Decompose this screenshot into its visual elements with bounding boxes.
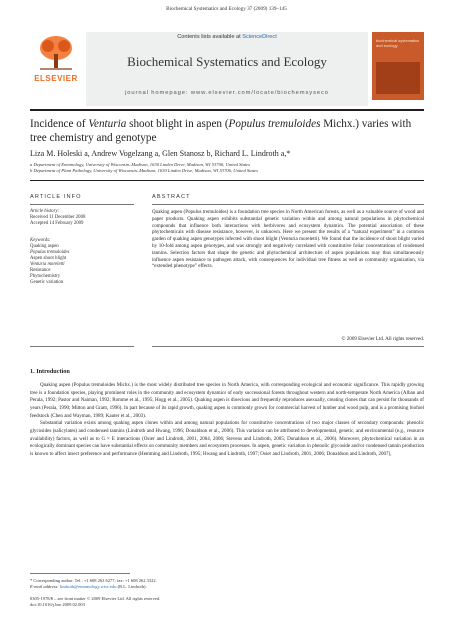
copyright-line: © 2009 Elsevier Ltd. All rights reserved. <box>341 336 424 342</box>
keyword: Resistance <box>30 268 51 273</box>
journal-homepage-link[interactable]: journal homepage: www.elsevier.com/locate/biochemsyseco <box>125 90 329 96</box>
keyword: Phytochemistry <box>30 274 61 279</box>
keyword: Venturia moreletti <box>30 262 65 267</box>
article-info-bottom-rule <box>30 346 134 347</box>
received-date: Received 11 December 2008 <box>30 215 86 220</box>
elsevier-tree-icon <box>36 34 76 72</box>
affiliation-a: a Department of Entomology, University of Wisconsin–Madison, 1630 Linden Drive, Madison, WI 53706, United States <box>30 162 251 167</box>
abstract-label: ABSTRACT <box>152 194 191 200</box>
running-head: Biochemical Systematics and Ecology 37 (2009) 139–145 <box>166 6 287 12</box>
keyword: Quaking aspen <box>30 244 59 249</box>
title-part: shoot blight in aspen ( <box>126 118 229 130</box>
contents-prefix: Contents lists available at <box>177 34 243 40</box>
email-label: E-mail address: <box>30 584 60 589</box>
section-heading: 1. Introduction <box>30 368 70 375</box>
title-species: Populus tremuloides <box>228 118 321 130</box>
footnote-rule <box>30 573 130 574</box>
keyword: Aspen shoot blight <box>30 256 67 261</box>
doi-link[interactable]: doi:10.1016/j.bse.2009.02.003 <box>30 602 85 607</box>
author-list: Liza M. Holeski a, Andrew Vogelzang a, Glen Stanosz b, Richard L. Lindroth a,* <box>30 149 291 158</box>
title-part: Incidence of <box>30 118 89 130</box>
email-link[interactable]: lindroth@entomology.wisc.edu <box>59 584 117 589</box>
article-history <box>30 209 134 227</box>
corresponding-author-note: * Corresponding author. Tel.: +1 608 263 6277; fax: +1 608 262 3322. <box>30 578 157 583</box>
keyword: Genetic variation <box>30 280 64 285</box>
header-rule <box>30 109 424 111</box>
abstract-rule <box>152 204 424 205</box>
elsevier-logo[interactable] <box>30 32 82 92</box>
keywords-block <box>30 238 134 286</box>
keywords-label: Keywords: <box>30 238 51 243</box>
article-title <box>30 118 424 145</box>
journal-cover-thumbnail[interactable] <box>372 32 424 100</box>
email-note <box>30 584 424 590</box>
elsevier-wordmark: ELSEVIER <box>34 74 78 83</box>
sciencedirect-link[interactable]: ScienceDirect <box>242 34 277 40</box>
journal-name: Biochemical Systematics and Ecology <box>127 54 327 69</box>
issn-line: 0305-1978/$ – see front matter © 2009 Elsevier Ltd. All rights reserved. <box>30 596 161 601</box>
article-info-rule <box>30 204 134 205</box>
email-suffix: (R.L. Lindroth). <box>116 584 147 589</box>
abstract-text: Quaking aspen (Populus tremuloides) is a foundation tree species in North American forests, as well as a valuable source of wood and paper products. Quaking aspen exhibits substantial genetic variation within and among natural populations in phytochemical compounds that influence both interactions with herbivores and ecosystem dynamics. The potential association of these phytochemicals with disease resistance, however, is unknown. Here we present the results of a “natural experiment” in a common garden of quaking aspen genotypes infected with shoot blight (Venturia moreletti). We found that the incidence of shoot blight varied by 10-fold among aspen genotypes, and was strongly and negatively correlated with constitutive foliar concentrations of condensed tannins. Selection factors that shape the genetic and phytochemical architecture of aspen populations may thus simultaneously influence aspen resistance to pathogen attack, with consequences for individual tree fitness as well as community organization, via “extended phenotype” effects. <box>152 209 424 270</box>
paragraph: Substantial variation exists among quaking aspen clones within and among natural populations for constitutive concentrations of two major classes of secondary compounds: phenolic glycosides (salicylates) and condensed tannins (Lindroth and Hwang, 1996; Donaldson et al., 2006). This variation can be attributed to developmental, genetic, and environmental (e.g., resource availability) factors, as well as to G × E interactions (Osier and Lindroth, 2001, 2004, 2006; Stevens and Lindroth, 2005; Donaldson et al., 2006). Moreover, phytochemical variation in an ecologically dominant species can have substantial effects on community members and ecosystem processes. In aspen, genetic variation in phenolic glycoside and/or condensed tannin production is known to affect insect preference and performance (Hemming and Lindroth, 1995; Hwang and Lindroth, 1997; Osier and Lindroth, 2001, 2006; Donaldson and Lindroth, 2007), <box>30 420 424 457</box>
intro-body <box>30 382 424 459</box>
contents-line <box>86 34 368 40</box>
accepted-date: Accepted 14 February 2009 <box>30 221 84 226</box>
title-part: Michx.) varies with tree chemistry and genotype <box>30 118 412 144</box>
article-info-label: ARTICLE INFO <box>30 194 82 200</box>
title-genus: Venturia <box>88 118 127 130</box>
history-label: Article history: <box>30 209 60 214</box>
section-rule <box>30 180 424 181</box>
affiliation-b: b Department of Plant Pathology, University of Wisconsin–Madison, 1630 Linden Drive, Madison, WI 53706, United States <box>30 168 258 173</box>
keyword: Populus tremuloides <box>30 250 70 255</box>
paragraph: Quaking aspen (Populus tremuloides Michx.) is the most widely distributed tree species in North America, with corresponding ecological and economic significance. This rapidly growing tree is a foundation species, playing prominent roles in the community and ecosystem dynamics of early successional forests throughout western and north-temperate North America (Alban and Perala, 1992; Pastor and Naiman, 1992; Romme et al., 1995; Hogg et al., 2005). Quaking aspen is dioecious and frequently reproduces asexually, creating clones that can persist for thousands of years (Perala, 1990; Mitton and Grant, 1996). In part because of its rapid growth, quaking aspen is commonly grown for commercial harvest of lumber and wood pulp, and is a promising biofuel feedstock (Chen and Wayman, 1989; Kauter et al., 2003). <box>30 382 424 419</box>
journal-banner <box>86 32 368 106</box>
cover-title: biochemical systematics and ecology <box>376 38 420 48</box>
journal-header <box>30 32 424 106</box>
cover-image <box>376 62 420 94</box>
abstract-bottom-rule <box>152 346 424 347</box>
